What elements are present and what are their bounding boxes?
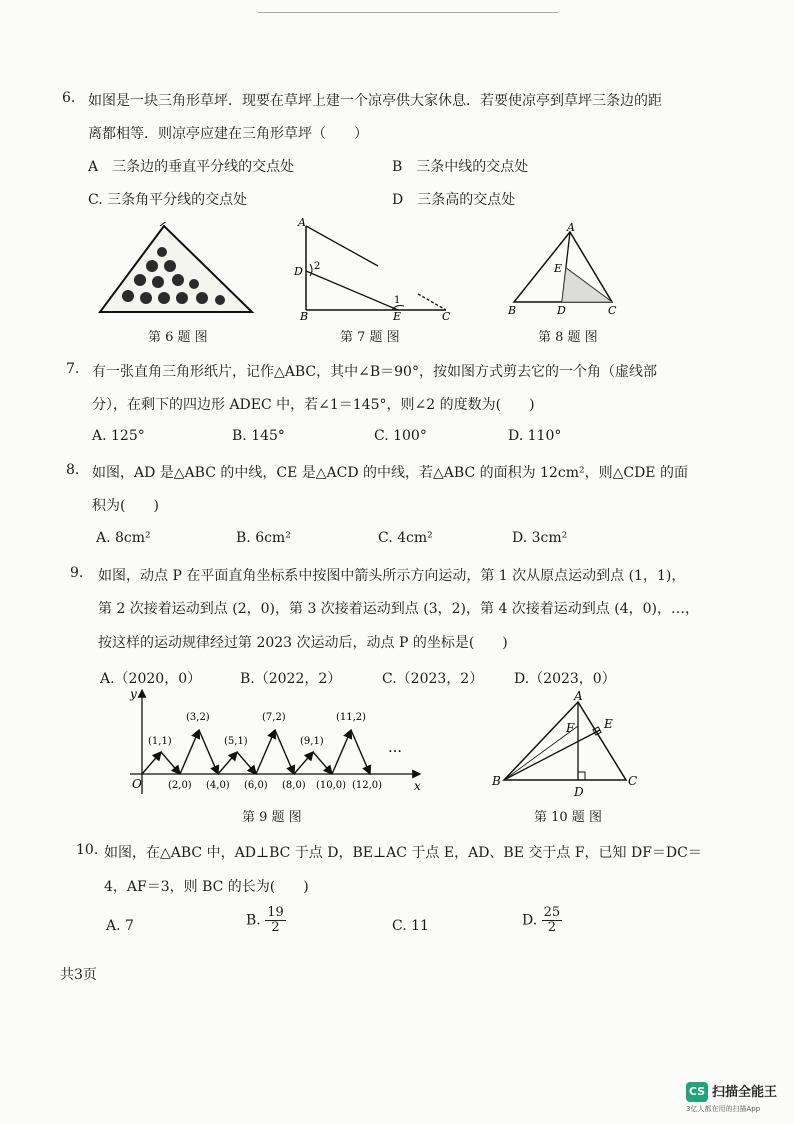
q7-text-line1: 有一张直角三角形纸片，记作△ABC，其中∠B＝90°，按如图方式剪去它的一个角（虚线部: [92, 364, 657, 380]
q8-number: 8.: [66, 462, 80, 478]
q6-text-line1: 如图是一块三角形草坪．现要在草坪上建一个凉亭供大家休息．若要使凉亭到草坪三条边的距: [88, 93, 662, 109]
fig9-peak-label: (5,1): [224, 736, 248, 747]
q8-option-b: B. 6cm²: [236, 530, 291, 546]
fraction-denominator: 2: [271, 920, 280, 935]
fig9-path-segment: [161, 752, 180, 774]
fig10-label-b: B: [492, 774, 501, 788]
fig9-base-label: (12,0): [352, 780, 383, 791]
q10-option-b-prefix: B.: [246, 912, 261, 929]
fig9-y-label: y: [130, 687, 137, 701]
fig9-base-label: (6,0): [244, 780, 268, 791]
q9-option-b: B.（2022，2）: [240, 671, 342, 687]
q9-text-line1: 如图，动点 P 在平面直角坐标系中按图中箭头所示方向运动，第 1 次从原点运动到点 (1，1)，: [98, 568, 686, 584]
q9-text-line3: 按这样的运动规律经过第 2023 次运动后，动点 P 的坐标是( ): [98, 635, 508, 651]
fig9-path-segment: [332, 730, 351, 774]
q7-option-d: D. 110°: [508, 428, 562, 444]
q10-option-a: A. 7: [106, 918, 134, 934]
q7-text-line2: 分），在剩下的四边形 ADEC 中，若∠1＝145°，则∠2 的度数为( ): [92, 397, 535, 413]
fig9-path-segment: [180, 730, 199, 774]
fig9-path-segment: [237, 752, 256, 774]
q6-option-c: C. 三条角平分线的交点处: [88, 192, 248, 208]
fig8-label-e: E: [554, 262, 563, 275]
fig9-path-segment: [275, 730, 294, 774]
fig8-label-b: B: [508, 304, 517, 317]
q10-text-line2: 4，AF＝3，则 BC 的长为( ): [104, 879, 309, 895]
q8-text-line1: 如图，AD 是△ABC 的中线，CE 是△ACD 的中线，若△ABC 的面积为 12cm²，则△CDE 的面: [92, 465, 688, 481]
q10-option-c: C. 11: [392, 918, 429, 934]
q9-number: 9.: [70, 565, 84, 581]
q10-option-d-prefix: D.: [522, 912, 538, 929]
q10-text-line1: 如图，在△ABC 中，AD⊥BC 于点 D，BE⊥AC 于点 E，AD、BE 交于点 F，已知 DF＝DC＝: [104, 845, 702, 861]
q9-option-a: A.（2020，0）: [100, 671, 202, 687]
fig10-label-f: F: [566, 721, 575, 735]
fig7-label-e: E: [393, 310, 402, 320]
fig7-label-b: B: [300, 310, 309, 320]
q7-option-c: C. 100°: [374, 428, 427, 444]
q10-option-b: [246, 906, 286, 935]
q6-option-b: B 三条中线的交点处: [392, 159, 529, 175]
fraction-denominator: 2: [547, 920, 557, 935]
fig9-path-segment: [351, 730, 370, 774]
q6-number: 6.: [62, 90, 76, 106]
fig9-peak-label: (1,1): [148, 736, 172, 747]
fraction-numerator: 25: [543, 905, 561, 920]
fig9-zigzag-graph: [120, 684, 430, 800]
fig9-path-segment: [313, 752, 332, 774]
fig9-caption: 第 9 题 图: [242, 810, 302, 825]
q6-option-d: D 三条高的交点处: [392, 192, 516, 208]
fig9-path-segment: [142, 752, 161, 774]
q9-option-c: C.（2023，2）: [382, 671, 484, 687]
q7-number: 7.: [66, 361, 80, 377]
fig9-base-label: (2,0): [168, 780, 192, 791]
fig9-ellipsis: …: [388, 740, 402, 756]
page-count: 共3页: [60, 967, 97, 983]
fig9-x-label: x: [414, 779, 421, 793]
fig9-base-label: (10,0): [316, 780, 347, 791]
q10-number: 10.: [76, 842, 99, 858]
q10-option-b-fraction: [265, 906, 286, 935]
q8-option-d: D. 3cm²: [512, 530, 568, 546]
fig8-label-c: C: [608, 304, 617, 317]
fig9-path-segments: [142, 730, 370, 774]
q8-option-a: A. 8cm²: [96, 530, 151, 546]
camscanner-logo-icon: CS: [686, 1082, 708, 1102]
q9-text-line2: 第 2 次接着运动到点 (2，0)，第 3 次接着运动到点 (3，2)，第 4 次接着运动到点 (4，0)，…，: [98, 601, 699, 617]
fig9-base-label: (8,0): [282, 780, 306, 791]
fig10-label-c: C: [628, 774, 638, 788]
fig10-triangle: [490, 688, 650, 802]
fig7-label-d: D: [294, 265, 303, 278]
fig8-triangle: [504, 220, 624, 320]
fig10-label-d: D: [574, 785, 584, 799]
fig7-label-2: 2: [314, 261, 321, 272]
fig10-caption: 第 10 题 图: [534, 810, 602, 825]
fig9-peak-label: (3,2): [186, 712, 210, 723]
fig9-path-segment: [199, 730, 218, 774]
fig10-label-e: E: [604, 717, 613, 731]
q6-option-a: A 三条边的垂直平分线的交点处: [88, 159, 295, 175]
fig10-label-a: A: [574, 689, 583, 703]
fig9-peak-label: (7,2): [262, 712, 286, 723]
fig9-base-label: (4,0): [206, 780, 230, 791]
fig8-label-a: A: [567, 221, 575, 234]
fig8-caption: 第 8 题 图: [538, 330, 598, 345]
q8-option-c: C. 4cm²: [378, 530, 433, 546]
q7-option-b: B. 145°: [232, 428, 285, 444]
fig9-path-segment: [218, 752, 237, 774]
header-rule: [258, 12, 558, 13]
fig7-triangle: [290, 216, 460, 320]
q8-text-line2: 积为( ): [92, 498, 159, 514]
camscanner-tagline: 3亿人都在用的扫描App: [686, 1105, 761, 1113]
q10-option-d-fraction: [542, 906, 563, 935]
q6-text-line2: 离都相等．则凉亭应建在三角形草坪（ ）: [88, 126, 368, 142]
fig9-peak-label: (9,1): [300, 736, 324, 747]
fig6-lawn-triangle: [96, 222, 256, 316]
fig9-path-segment: [256, 730, 275, 774]
q10-option-d: [522, 906, 562, 935]
q9-option-d: D.（2023，0）: [514, 671, 616, 687]
camscanner-app-name: 扫描全能王: [712, 1085, 778, 1100]
fig9-peak-label: (11,2): [336, 712, 367, 723]
fig7-label-1: 1: [394, 295, 401, 306]
fig8-label-d: D: [557, 304, 566, 317]
fig9-origin-label: O: [132, 777, 142, 791]
q7-option-a: A. 125°: [92, 428, 145, 444]
fig9-path-segment: [294, 752, 313, 774]
fig6-caption: 第 6 题 图: [148, 330, 208, 345]
fraction-numerator: 19: [267, 905, 284, 920]
fig7-caption: 第 7 题 图: [340, 330, 400, 345]
fig7-label-c: C: [442, 310, 451, 320]
fig7-label-a: A: [298, 216, 306, 229]
